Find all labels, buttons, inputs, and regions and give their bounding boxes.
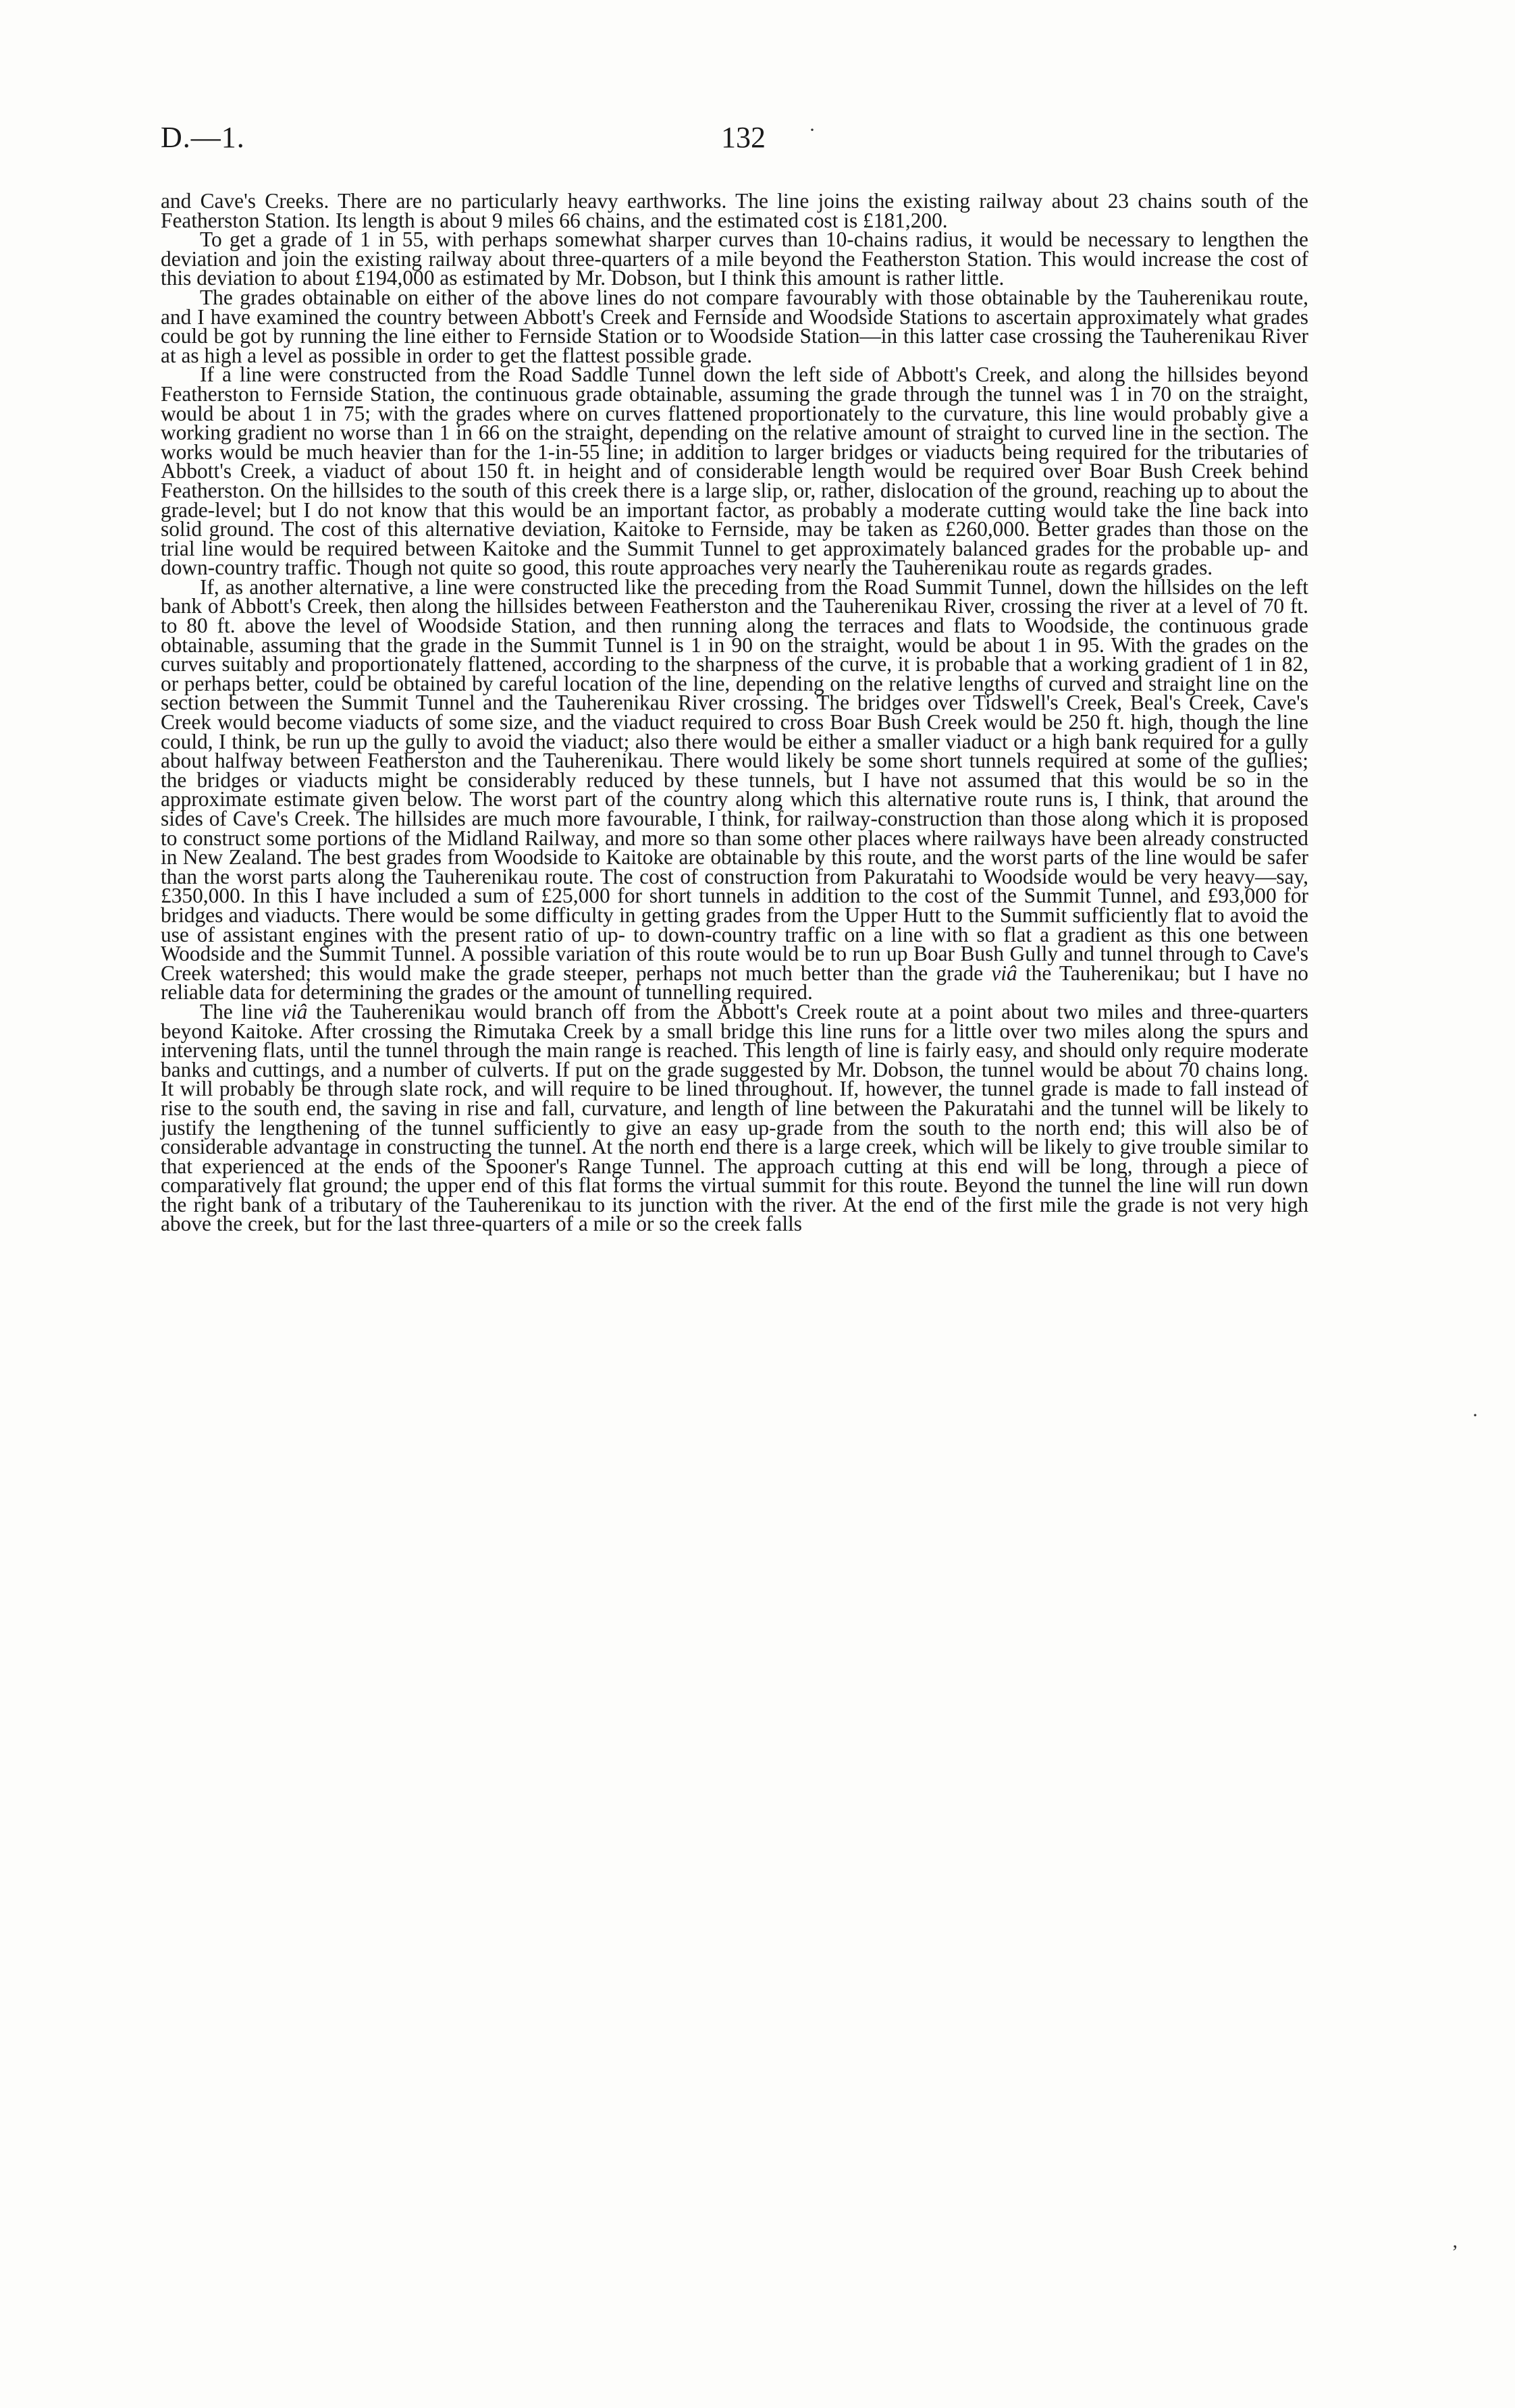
paragraph <box>161 574 1308 1005</box>
document-reference: D.—1. <box>161 121 245 154</box>
stray-mark: · <box>809 119 816 141</box>
paragraph <box>161 999 1308 1236</box>
margin-mark: ʼ <box>1452 2241 1458 2264</box>
paragraph-text: the Tauherenikau would branch off from the Abbott's Creek route at a point about two miles and three-quarters beyond Kaitoke. After crossing the Rimutaka Creek by a small bridge this line runs for a little over two miles along the spurs and intervening flats, until the tunnel through the main range is reached. This length of line is fairly easy, and should only require moderate banks and cuttings, and a number of culverts. If put on the grade suggested by Mr. Dobson, the tunnel would be about 70 chains long. It will probably be through slate rock, and will require to be lined throughout. If, however, the tunnel grade is made to fall instead of rise to the south end, the saving in rise and fall, curvature, and length of line between the Pakuratahi and the tunnel will be likely to justify the lengthening of the tunnel sufficiently to give an easy up-grade from the south to the north end; this will also be of considerable advantage in constructing the tunnel. At the north end there is a large creek, which will be likely to give trouble similar to that experienced at the ends of the Spooner's Range Tunnel. The approach cutting at this end will be long, through a piece of comparatively flat ground; the upper end of this flat forms the virtual summit for this route. Beyond the tunnel the line will run down the right bank of a tributary of the Tauherenikau to its junction with the river. At the end of the first mile the grade is not very high above the creek, but for the last three-quarters of a mile or so the creek falls <box>161 999 1308 1236</box>
page-header <box>161 120 1308 167</box>
paragraph-text: The line <box>200 999 282 1023</box>
paragraph: and Cave's Creeks. There are no particularly heavy earthworks. The line joins the existing railway about 23 chains south of the Featherston Station. Its length is about 9 miles 66 chains, and the estimated cost is £181,200. <box>161 189 1308 232</box>
body-text <box>161 189 1308 1236</box>
via-italic: viâ <box>991 961 1017 985</box>
paragraph-text: If, as another alternative, a line were constructed like the preceding from the Road Summit Tunnel, down the hillsides on the left bank of Abbott's Creek, then along the hillsides between Featherston and the Tauherenikau River, crossing the river at a level of 70 ft. to 80 ft. above the level of Woodside Station, and then running along the terraces and flats to Woodside, the continuous grade obtainable, assuming that the grade in the Summit Tunnel is 1 in 90 on the straight, would be about 1 in 95. With the grades on the curves suitably and proportionately flattened, according to the sharpness of the curve, it is probable that a working gradient of 1 in 82, or perhaps better, could be obtained by careful location of the line, depending on the relative lengths of curved and straight line on the section between the Summit Tunnel and the Tauherenikau River crossing. The bridges over Tidswell's Creek, Beal's Creek, Cave's Creek would become viaducts of some size, and the viaduct required to cross Boar Bush Creek would be 250 ft. high, though the line could, I think, be run up the gully to avoid the viaduct; also there would be either a smaller viaduct or a high bank required for a gully about halfway between Featherston and the Tauherenikau. There would likely be some short tunnels required at some of the gullies; the bridges or viaducts might be considerably reduced by these tunnels, but I have not assumed that this would be so in the approximate estimate given below. The worst part of the country along which this alternative route runs is, I think, that around the sides of Cave's Creek. The hillsides are much more favourable, I think, for railway-construction than those along which it is proposed to construct some portions of the Midland Railway, and more so than some other places where railways have been already constructed in New Zealand. The best grades from Woodside to Kaitoke are obtainable by this route, and the worst parts of the line would be safer than the worst parts along the Tauherenikau route. The cost of construction from Pakuratahi to Woodside would be very heavy—say, £350,000. In this I have included a sum of £25,000 for short tunnels in addition to the cost of the Summit Tunnel, and £93,000 for bridges and viaducts. There would be some difficulty in getting grades from the Upper Hutt to the Summit sufficiently flat to avoid the use of assistant engines with the present ratio of up- to down-country traffic on a line with so flat a gradient as this one between Woodside and the Summit Tunnel. A possible variation of this route would be to run up Boar Bush Gully and tunnel through to Cave's Creek watershed; this would make the grade steeper, perhaps not much better than the grade <box>161 574 1308 985</box>
paragraph-text: the Tauherenikau; but I have no reliable data for determining the grades or the amount of tunnelling required. <box>161 961 1308 1005</box>
paragraph: The grades obtainable on either of the above lines do not compare favourably with those obtainable by the Tauherenikau route, and I have examined the country between Abbott's Creek and Fernside and Woodside Stations to ascertain approximately what grades could be got by running the line either to Fernside Station or to Woodside Station—in this latter case crossing the Tauherenikau River at as high a level as possible in order to get the flattest possible grade. <box>161 285 1308 367</box>
page-number: 132 <box>721 121 766 154</box>
via-italic: viâ <box>282 999 308 1023</box>
paragraph: To get a grade of 1 in 55, with perhaps somewhat sharper curves than 10-chains radius, it would be necessary to lengthen the deviation and join the existing railway about three-quarters of a mile beyond the Featherston Station. This would increase the cost of this deviation to about £194,000 as estimated by Mr. Dobson, but I think this amount is rather little. <box>161 228 1308 290</box>
paragraph: If a line were constructed from the Road Saddle Tunnel down the left side of Abbott's Creek, and along the hillsides beyond Featherston to Fernside Station, the continuous grade obtainable, assuming the grade through the tunnel was 1 in 70 on the straight, would be about 1 in 75; with the grades where on curves flattened proportionately to the curvature, this line would probably give a working gradient no worse than 1 in 66 on the straight, depending on the relative amount of straight to curved line in the section. The works would be much heavier than for the 1-in-55 line; in addition to larger bridges or viaducts being required for the tributaries of Abbott's Creek, a viaduct of about 150 ft. in height and of considerable length would be required over Boar Bush Creek behind Featherston. On the hillsides to the south of this creek there is a large slip, or, rather, dislocation of the ground, reaching up to about the grade-level; but I do not know that this would be an important factor, as probably a moderate cutting would take the line back into solid ground. The cost of this alternative deviation, Kaitoke to Fernside, may be taken as £260,000. Better grades than those on the trial line would be required between Kaitoke and the Summit Tunnel to get approximately balanced grades for the probable up- and down-country traffic. Though not quite so good, this route approaches very nearly the Tauherenikau route as regards grades. <box>161 363 1308 580</box>
margin-mark: · <box>1472 1404 1479 1426</box>
